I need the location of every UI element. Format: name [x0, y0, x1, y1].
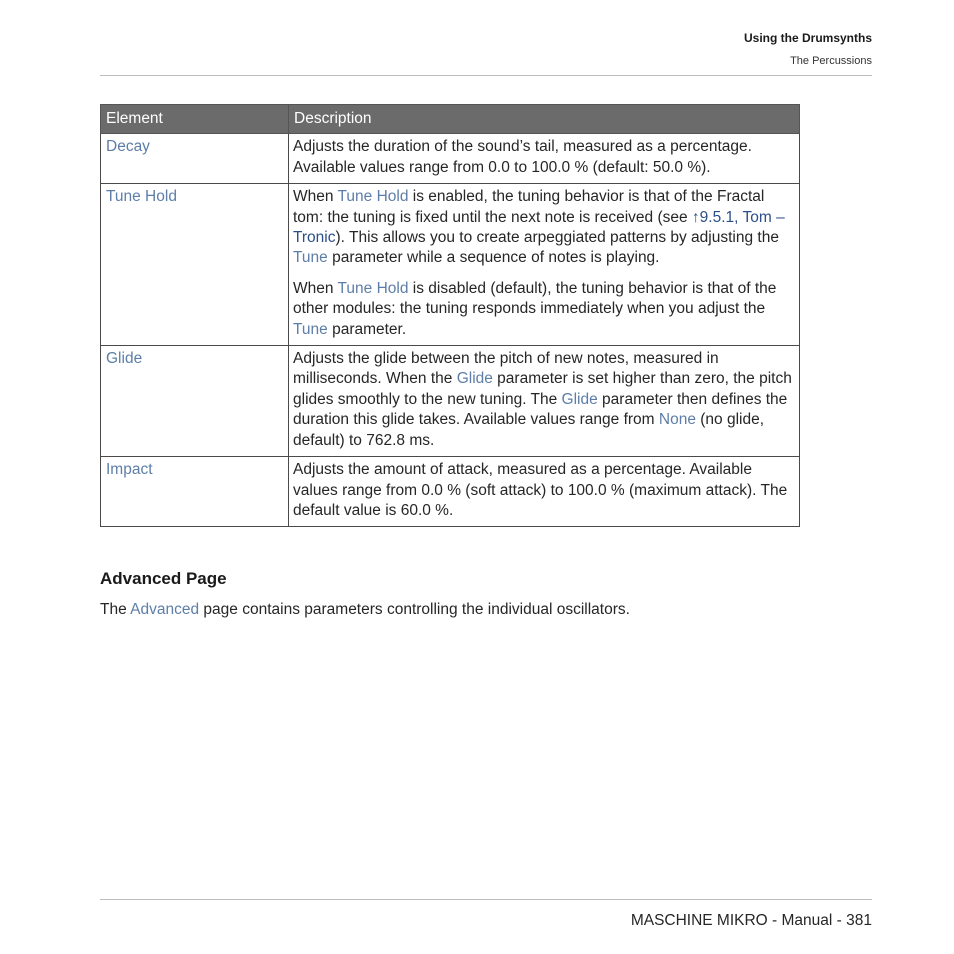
header-divider [100, 75, 872, 76]
running-header-chapter: Using the Drumsynths [743, 31, 872, 45]
description-cell [289, 457, 800, 527]
cross-reference-link[interactable]: ↑9.5.1, Tom – Tronic [293, 208, 785, 247]
description-cell [289, 184, 800, 346]
text-run: is disabled (default), the tuning behavior is that of the other modules: the tuning responds immediately when you adjust the [293, 279, 777, 318]
parameter-table [100, 104, 800, 527]
text-run: page contains parameters controlling the individual oscillators. [199, 601, 630, 618]
text-run: parameter. [327, 320, 407, 338]
body-paragraph [100, 601, 630, 619]
table-row [101, 134, 800, 184]
text-run: parameter while a sequence of notes is playing. [327, 249, 660, 267]
element-name-impact[interactable]: Impact [106, 461, 153, 479]
column-header-description: Description [289, 105, 800, 134]
param-link-glide[interactable]: Glide [561, 390, 598, 408]
text-run: Adjusts the glide between the pitch of new notes, measured in milliseconds. When the [293, 350, 719, 388]
element-cell [101, 134, 289, 184]
table-header-row [101, 105, 800, 134]
text-run: (no glide, default) to 762.8 ms. [293, 411, 765, 449]
element-cell [101, 346, 289, 457]
text-run: When [293, 279, 338, 297]
text-run: The [100, 601, 131, 618]
section-heading: Advanced Page [100, 569, 227, 588]
text-run: is enabled, the tuning behavior is that of the Fractal tom: the tuning is fixed until the next note is received (see [293, 188, 765, 226]
table-row [101, 346, 800, 457]
running-header-section: The Percussions [790, 55, 872, 67]
text-run: ). This allows you to create arpeggiated patterns by adjusting the [335, 229, 779, 247]
param-link-glide[interactable]: Glide [456, 370, 493, 388]
text-run: When [293, 188, 338, 206]
description-text: Adjusts the duration of the sound’s tail, measured as a percentage. Available values range from 0.0 to 100.0 % (default: 50.0 %). [293, 138, 752, 176]
element-name-tune-hold[interactable]: Tune Hold [106, 188, 177, 206]
param-link-tune[interactable]: Tune [293, 320, 328, 338]
table-row [101, 457, 800, 527]
description-text: Adjusts the amount of attack, measured as a percentage. Available values range from 0.0 % (soft attack) to 100.0 % (maximum attack). The default value is 60.0 %. [293, 461, 788, 519]
param-link-advanced[interactable]: Advanced [130, 601, 200, 618]
param-link-none[interactable]: None [658, 411, 696, 429]
table-row [101, 184, 800, 346]
text-run: parameter is set higher than zero, the pitch glides smoothly to the new tuning. The [293, 370, 792, 408]
param-link-tune-hold[interactable]: Tune Hold [337, 188, 409, 206]
description-paragraph [293, 279, 794, 340]
element-name-decay[interactable]: Decay [106, 138, 150, 156]
param-link-tune[interactable]: Tune [293, 249, 328, 267]
column-header-element: Element [101, 105, 289, 134]
description-paragraph [293, 187, 794, 269]
footer-divider [100, 899, 872, 900]
description-cell [289, 134, 800, 184]
page-footer: MASCHINE MIKRO - Manual - 381 [630, 912, 872, 929]
description-cell [289, 346, 800, 457]
element-name-glide[interactable]: Glide [106, 350, 143, 368]
element-cell [101, 457, 289, 527]
text-run: parameter then defines the duration this glide takes. Available values range from [293, 390, 788, 429]
element-cell [101, 184, 289, 346]
param-link-tune-hold[interactable]: Tune Hold [337, 279, 409, 297]
